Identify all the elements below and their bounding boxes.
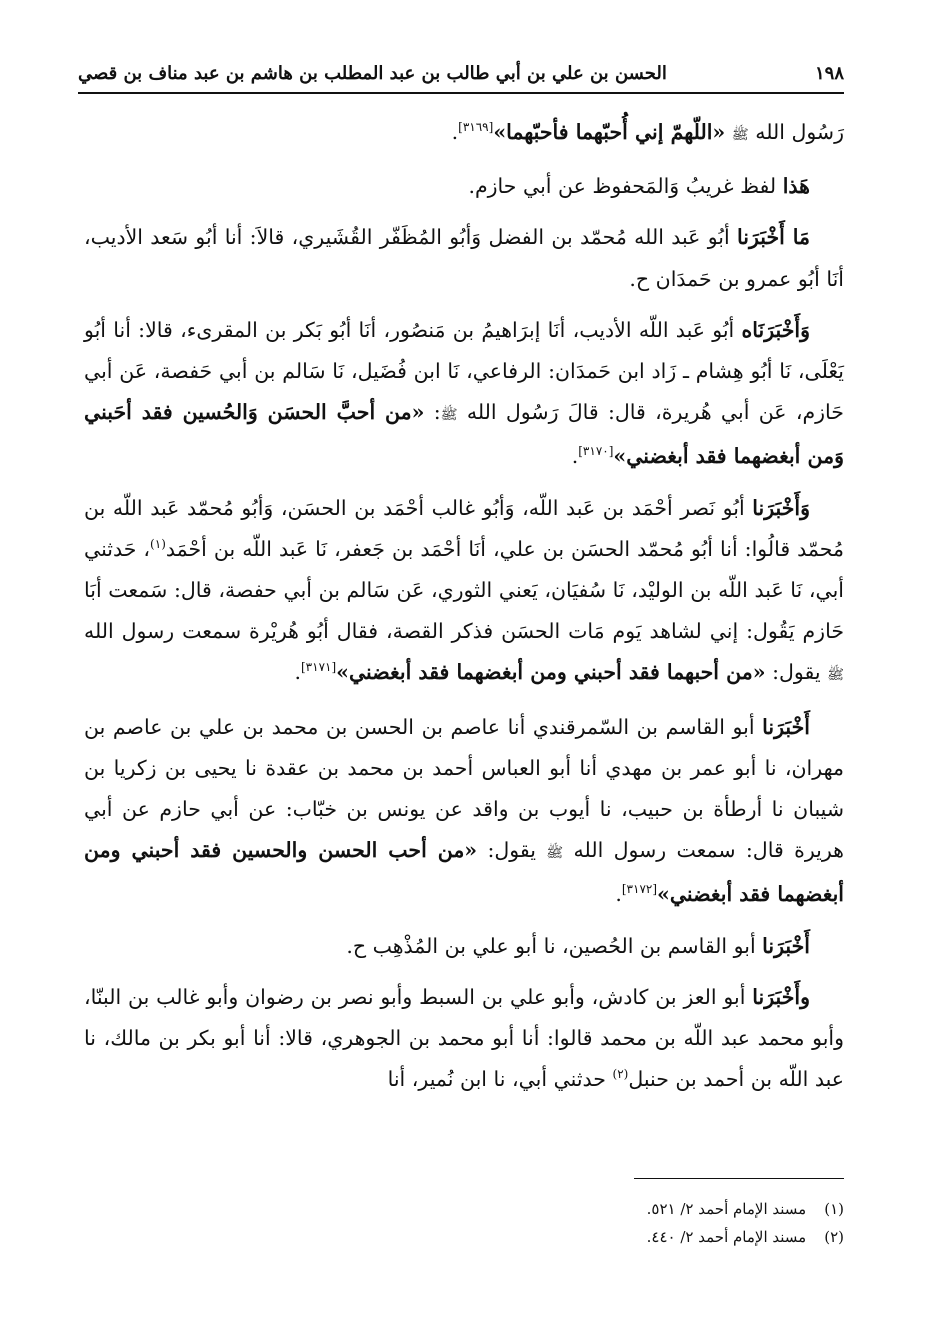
paragraph-2 <box>84 166 844 207</box>
text: . <box>615 882 622 907</box>
text: : <box>433 400 441 425</box>
text: أبُو عَبد اللّه الأديب، أنَا إبرَاهيمُ بن مَنصُور، أنَا أبُو بَكر بن المقرىء، قالا: أنا أبُو يَعْلَى، نَا أبُو هِشام ـ زَاد ابن حَمدَان: الرفاعي، نَا ابن فُضَيل، نَا سَالم بن أبي حَفصة، عَن أبي حَازم، عَن أبي هُريرة، قال: قالَ رَسُول الله <box>84 317 844 425</box>
keyword: وَأَخْبَرَنَاه <box>741 317 810 342</box>
page-header <box>78 58 844 88</box>
text: يقول: <box>487 838 536 863</box>
hadith-quote: «من أحب الحسن والحسين فقد أحبني ومن أبغضهما فقد أبغضني» <box>84 838 844 907</box>
text: أبُو عَبد الله مُحمّد بن الفضل وَأبُو المُظَفّر القُشَيري، قالاَ: أنا أبُو سَعد الأديب، أنَا أبُو عمرو بن حَمدَان ح. <box>84 225 844 291</box>
text: . <box>294 660 301 685</box>
keyword: أَخْبَرَنا <box>762 933 810 958</box>
salla-glyph: ﷺ <box>440 407 458 424</box>
page-number: ١٩٨ <box>814 62 844 84</box>
text: أبو القاسم بن السّمرقندي أنا عاصم بن الحسن بن محمد بن علي بن عاصم بن مهران، نا أبو عمر بن مهدي أنا أبو العباس أحمد بن محمد بن عقدة نا يحيى بن زكريا بن شيبان نا أرطأة بن حبيب، نا أيوب بن واقد عن يونس بن خبّاب: عن أبي حازم عن أبي هريرة قال: سمعت رسول الله <box>84 714 844 863</box>
footnote-text: مسند الإمام أحمد ٢/ ٤٤٠. <box>646 1228 807 1246</box>
text: . <box>451 120 459 144</box>
text: حدثني أبي، نا ابن نُمير، أنا <box>387 1067 606 1092</box>
salla-glyph: ﷺ <box>731 127 749 143</box>
main-text <box>84 112 844 1110</box>
footnote-item <box>244 1223 844 1251</box>
footnote-number: (٢) <box>824 1228 844 1246</box>
footnote-item <box>244 1195 844 1223</box>
paragraph-7 <box>84 926 844 967</box>
text: لفظ غريبُ وَالمَحفوظ عن أبي حازم. <box>468 174 777 199</box>
hadith-number: [٣١٦٩] <box>458 120 494 135</box>
text: . <box>571 444 579 469</box>
paragraph-5 <box>84 488 844 697</box>
paragraph-8 <box>84 977 844 1101</box>
footnotes <box>244 1195 844 1251</box>
keyword: هَذا <box>782 174 810 199</box>
footnote-text: مسند الإمام أحمد ٢/ ٥٢١. <box>646 1200 807 1218</box>
hadith-number: [٣١٧١] <box>300 660 337 675</box>
text: يقول: <box>772 660 821 685</box>
hadith-quote: «من أحبَّ الحسَن وَالحُسين فقد أحَبني وَمن أبغضهما فقد أبغضني» <box>84 400 844 469</box>
keyword: مَا أَخْبَرَنا <box>737 225 810 250</box>
paragraph-6 <box>84 707 844 916</box>
keyword: وَأَخْبَرَنا <box>752 495 810 520</box>
paragraph-4 <box>84 310 844 478</box>
text: رَسُول الله <box>755 120 844 144</box>
hadith-quote: «اللّهمّ إني أُحبّهما فأحبّهما» <box>493 120 726 144</box>
header-divider <box>78 92 844 94</box>
hadith-number: [٣١٧٠] <box>578 444 614 459</box>
text: أبُو نَصر أحْمَد بن عَبد اللّه، وَأبُو غالب أحْمَد بن الحسَن، وَأبُو مُحمّد عَبد اللّه بن مُحمّد قالُوا: أنا أبُو مُحمّد الحسَن بن علي، أنَا أحْمَد بن جَعفر، نَا عَبد اللّه بن أحْمَد <box>84 495 844 561</box>
footnote-marker: (٢) <box>612 1067 629 1082</box>
text: أبو القاسم بن الحُصين، نا أبو علي بن المُذْهِب ح. <box>346 933 756 958</box>
keyword: وأَخْبَرَنا <box>752 984 810 1009</box>
keyword: أَخْبَرَنا <box>762 714 810 739</box>
salla-glyph: ﷺ <box>546 845 564 862</box>
running-title: الحسن بن علي بن أبي طالب بن عبد المطلب بن هاشم بن عبد مناف بن قصي <box>78 62 667 84</box>
text: ، حَدثني أبي، نَا عَبد اللّه بن الوليْد، نَا سُفيَان، يَعني الثوري، عَن سَالم بن أبي حفصة، قال: سَمعت أبَا حَازم يَقُول: إني لشاهد يَوم مَات الحسَن فذكر القصة، فقال أبُو هُريْرة سمعت رسول الله <box>84 536 844 644</box>
hadith-quote: «من أحبهما فقد أحبني ومن أبغضهما فقد أبغضني» <box>336 660 766 685</box>
footnote-marker: (١) <box>150 537 166 551</box>
footnote-divider <box>634 1178 844 1179</box>
hadith-number: [٣١٧٢] <box>621 882 658 897</box>
footnote-number: (١) <box>824 1200 844 1218</box>
salla-glyph: ﷺ <box>827 667 844 684</box>
paragraph-1 <box>84 112 844 156</box>
text: أبو العز بن كادش، وأبو علي بن السبط وأبو نصر بن رضوان وأبو غالب بن البنّا، وأبو محمد عبد اللّه بن محمد قالوا: أنا أبو محمد بن الجوهري، قالا: أنا أبو بكر بن مالك، نا عبد اللّه بن أحمد بن حنبل <box>84 984 844 1092</box>
paragraph-3 <box>84 217 844 299</box>
